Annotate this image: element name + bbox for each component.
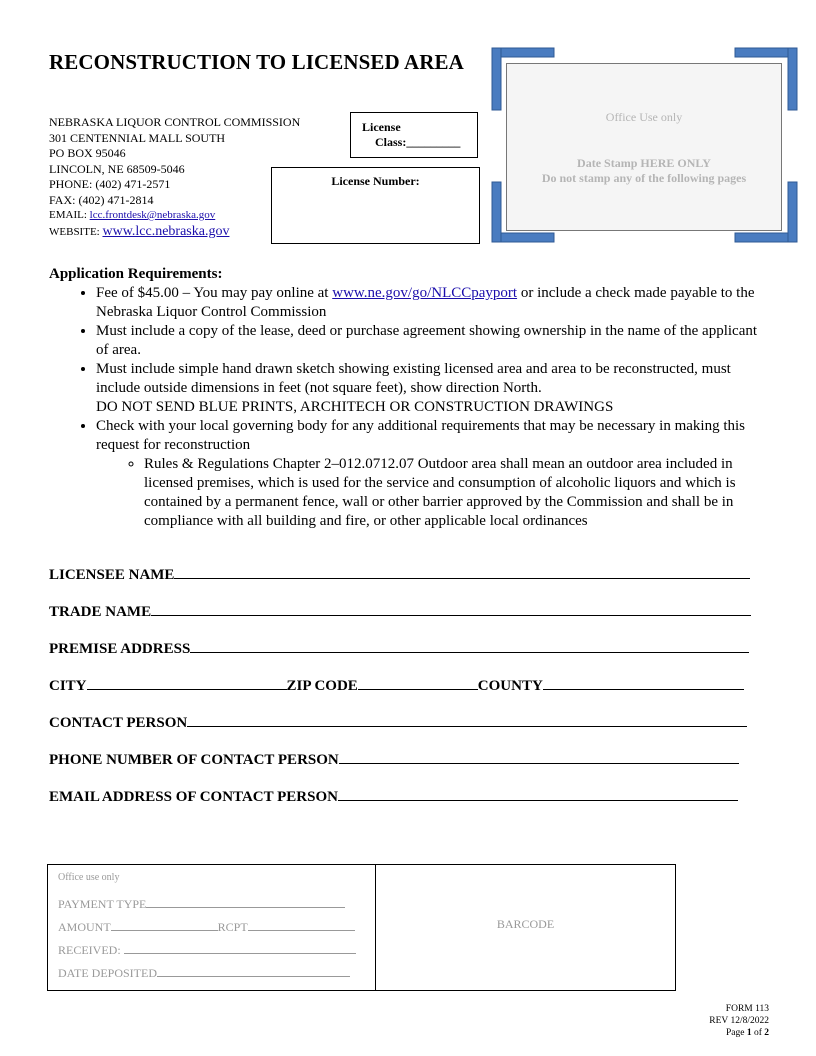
date-stamp-box [506,63,782,231]
payment-type-row[interactable] [58,896,345,912]
agency-website-row [49,224,300,241]
license-number-label: License Number: [331,174,420,188]
payment-type-line[interactable] [146,896,345,908]
agency-street: 301 CENTENNIAL MALL SOUTH [49,130,226,145]
amount-line[interactable] [111,919,218,931]
contact-person-field[interactable] [49,712,747,732]
office-use-fields [48,865,376,990]
phone-contact-line[interactable] [339,749,739,764]
agency-fax: FAX: (402) 471-2814 [49,192,154,207]
requirement-lease: • Must include a copy of the lease, deed or purchase agreement showing ownership in the name of the applicant of area. [96,322,769,360]
premise-address-line[interactable] [190,638,749,653]
amount-label: AMOUNT [58,920,111,934]
stamp-note: Do not stamp any of the following pages [541,171,747,185]
county-label: COUNTY [477,678,543,694]
agency-phone: PHONE: (402) 471-2571 [49,177,171,191]
contact-person-line[interactable] [187,712,747,727]
date-deposited-row[interactable] [58,965,350,981]
page-number: 1 [746,1028,752,1038]
license-class-label-2: Class:_________ [375,135,461,149]
sketch-warning: DO NOT SEND BLUE PRINTS, ARCHITECH OR CONSTRUCTION DRAWINGS [96,399,614,415]
page-indicator [709,1027,769,1039]
trade-name-line[interactable] [151,601,751,616]
email-contact-label: EMAIL ADDRESS OF CONTACT PERSON [49,789,338,805]
zip-code-line[interactable] [358,675,478,690]
requirements-list [49,284,769,531]
agency-city: LINCOLN, NE 68509-5046 [49,161,185,176]
amount-rcpt-row[interactable] [58,919,355,935]
license-class-label-1: License [362,120,401,134]
page-title: RECONSTRUCTION TO LICENSED AREA [49,50,464,74]
zip-code-label: ZIP CODE [286,678,358,694]
trade-name-label: TRADE NAME [49,604,152,620]
date-stamp-area [490,45,800,245]
agency-name: NEBRASKA LIQUOR CONTROL COMMISSION [49,115,301,129]
city-zip-county-field[interactable] [49,675,744,695]
fee-text: Fee of $45.00 – You may pay online at [96,285,333,301]
email-contact-field[interactable] [49,786,738,806]
local-text: Check with your local governing body for any additional requirements that may be necessary in making this request for reconstruction [96,418,745,453]
office-use-label: Office use only [58,872,120,883]
premise-address-label: PREMISE ADDRESS [49,641,191,657]
rcpt-line[interactable] [248,919,355,931]
agency-email-row [49,208,300,224]
requirement-rule: ◦ Rules & Regulations Chapter 2–012.0712.07 Outdoor area shall mean an outdoor area included in licensed premises, which is used for the service and consumption of alcoholic liquors and which is contained by a permanent fence, wall or other barrier approved by the Commission and shall be in compliance with all building and fire, or other applicable local ordinances [144,455,769,531]
form-revision: REV 12/8/2022 [709,1016,769,1026]
received-line[interactable] [124,942,356,954]
city-label: CITY [49,678,87,694]
city-line[interactable] [87,675,287,690]
date-deposited-label: DATE DEPOSITED [58,966,157,980]
barcode-area: BARCODE [496,917,555,931]
rcpt-label: RCPT [217,920,248,934]
website-link[interactable]: www.lcc.nebraska.gov [102,223,230,239]
county-line[interactable] [543,675,744,690]
stamp-date-label: Date Stamp HERE ONLY [577,156,711,170]
form-footer [709,1003,769,1039]
application-requirements [49,265,769,531]
fee-text-2: or include a check made payable to the Nebraska Liquor Control Commission [96,285,755,320]
phone-contact-field[interactable] [49,749,739,769]
trade-name-field[interactable] [49,601,751,621]
office-use-box [47,864,676,991]
agency-address-block [49,115,300,240]
email-link[interactable]: lcc.frontdesk@nebraska.gov [89,209,216,221]
received-label: RECEIVED: [58,943,124,957]
stamp-office-use: Office Use only [605,110,683,124]
contact-person-label: CONTACT PERSON [49,715,188,731]
received-row[interactable] [58,942,356,958]
email-contact-line[interactable] [338,786,738,801]
sketch-text: Must include simple hand drawn sketch showing existing licensed area and area to be reconstructed, must include outside dimensions in feet (not square feet), show direction North. [96,361,731,396]
page-of: of [751,1028,765,1038]
licensee-name-label: LICENSEE NAME [49,567,175,583]
requirement-sketch [96,360,769,417]
phone-contact-label: PHONE NUMBER OF CONTACT PERSON [49,752,339,768]
requirements-heading: Application Requirements: [49,266,223,282]
license-class-box[interactable] [350,112,478,158]
page-total: 2 [764,1028,769,1038]
email-label: EMAIL: [49,209,90,221]
page-prefix: Page [725,1028,747,1038]
requirements-sublist [96,455,769,531]
license-number-box[interactable] [271,167,480,244]
payment-type-label: PAYMENT TYPE [58,897,147,911]
premise-address-field[interactable] [49,638,749,658]
requirement-local [96,417,769,531]
licensee-name-field[interactable] [49,564,750,584]
licensee-name-line[interactable] [174,564,750,579]
website-label: WEBSITE: [49,225,103,238]
agency-po-box: PO BOX 95046 [49,146,126,160]
payport-link[interactable]: www.ne.gov/go/NLCCpayport [332,285,518,301]
requirement-fee [96,284,769,322]
form-number: FORM 113 [725,1004,769,1014]
date-deposited-line[interactable] [157,965,350,977]
